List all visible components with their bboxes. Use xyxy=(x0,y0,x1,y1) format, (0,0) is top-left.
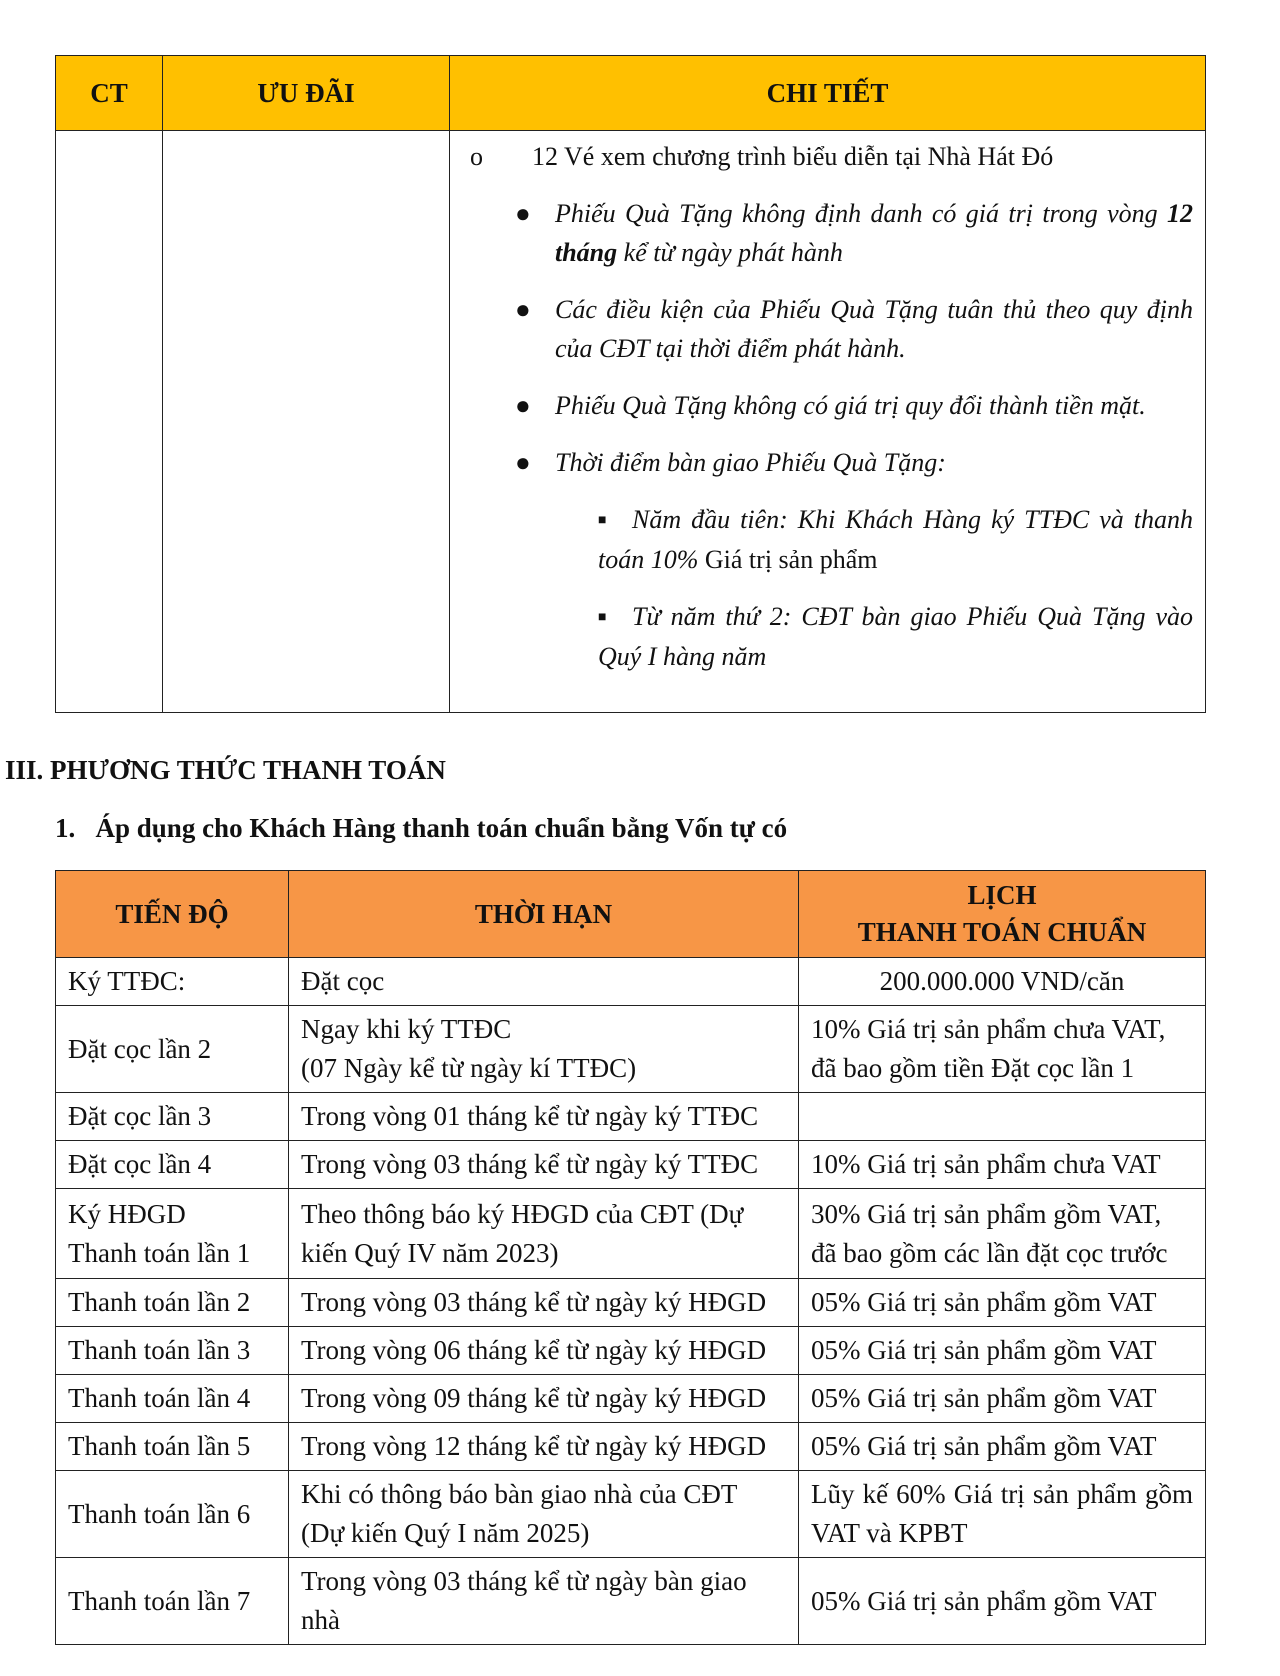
offer-row xyxy=(56,131,1206,713)
bullet-dot-icon: ● xyxy=(515,391,531,420)
schedule-cell: 05% Giá trị sản phẩm gồm VAT xyxy=(799,1279,1206,1327)
stage-cell: Thanh toán lần 3 xyxy=(56,1327,289,1375)
ct-cell xyxy=(56,131,163,713)
table-row xyxy=(56,1327,1206,1375)
header-tien-do: TIẾN ĐỘ xyxy=(56,871,289,958)
bullet-dot-icon: ● xyxy=(515,448,531,477)
table-row xyxy=(56,1558,1206,1645)
square-bullet-icon: ■ xyxy=(598,610,607,625)
term-cell: Trong vòng 12 tháng kể từ ngày ký HĐGD xyxy=(289,1423,799,1471)
uu-dai-cell xyxy=(163,131,450,713)
header-uu-dai: ƯU ĐÃI xyxy=(163,56,450,131)
bullet-conditions: ● Các điều kiện của Phiếu Quà Tặng tuân thủ theo quy định của CĐT tại thời điểm phát hành. xyxy=(515,290,1193,368)
schedule-cell: 200.000.000 VND/căn xyxy=(799,958,1206,1006)
term-cell: Đặt cọc xyxy=(289,958,799,1006)
payment-table xyxy=(55,870,1206,1645)
stage-cell: Thanh toán lần 6 xyxy=(56,1471,289,1558)
offer-table-header xyxy=(56,56,1206,131)
term-cell: Trong vòng 03 tháng kể từ ngày ký HĐGD xyxy=(289,1279,799,1327)
schedule-cell: 05% Giá trị sản phẩm gồm VAT xyxy=(799,1327,1206,1375)
table-row xyxy=(56,1279,1206,1327)
stage-cell: Đặt cọc lần 3 xyxy=(56,1093,289,1141)
table-row xyxy=(56,1141,1206,1189)
offer-table xyxy=(55,55,1206,713)
term-cell: Trong vòng 09 tháng kể từ ngày ký HĐGD xyxy=(289,1375,799,1423)
bullet-validity: ● Phiếu Quà Tặng không định danh có giá trị trong vòng 12 tháng kể từ ngày phát hành xyxy=(515,194,1193,272)
bullet-dot-icon: ● xyxy=(515,295,531,324)
validity-bold: 12 tháng xyxy=(555,199,1193,267)
table-row xyxy=(56,1006,1206,1093)
detail-item xyxy=(470,137,1193,176)
term-cell: Ngay khi ký TTĐC (07 Ngày kể từ ngày kí TTĐC) xyxy=(289,1006,799,1093)
stage-cell: Thanh toán lần 5 xyxy=(56,1423,289,1471)
header-chi-tiet: CHI TIẾT xyxy=(450,56,1206,131)
bullet-dot-icon: ● xyxy=(515,199,531,228)
schedule-cell: 10% Giá trị sản phẩm chưa VAT, đã bao gồm tiền Đặt cọc lần 1 xyxy=(799,1006,1206,1093)
circle-bullet: o xyxy=(470,142,483,171)
term-cell: Trong vòng 06 tháng kể từ ngày ký HĐGD xyxy=(289,1327,799,1375)
schedule-cell: 05% Giá trị sản phẩm gồm VAT xyxy=(799,1423,1206,1471)
schedule-cell: Lũy kế 60% Giá trị sản phẩm gồm VAT và KPBT xyxy=(799,1471,1206,1558)
header-lich-thanh-toan: LỊCH THANH TOÁN CHUẨN xyxy=(799,871,1206,958)
stage-cell: Thanh toán lần 2 xyxy=(56,1279,289,1327)
term-cell: Trong vòng 03 tháng kể từ ngày bàn giao nhà xyxy=(289,1558,799,1645)
stage-cell: Ký HĐGD Thanh toán lần 1 xyxy=(56,1189,289,1279)
payment-table-header xyxy=(56,871,1206,958)
stage-cell: Ký TTĐC: xyxy=(56,958,289,1006)
schedule-cell xyxy=(799,1093,1206,1141)
term-cell: Theo thông báo ký HĐGD của CĐT (Dự kiến Quý IV năm 2023) xyxy=(289,1189,799,1279)
schedule-cell: 30% Giá trị sản phẩm gồm VAT, đã bao gồm các lần đặt cọc trước xyxy=(799,1189,1206,1279)
table-row xyxy=(56,1375,1206,1423)
stage-cell: Thanh toán lần 7 xyxy=(56,1558,289,1645)
stage-cell: Đặt cọc lần 2 xyxy=(56,1006,289,1093)
section-title: III. PHƯƠNG THỨC THANH TOÁN xyxy=(5,755,446,785)
stage-cell: Thanh toán lần 4 xyxy=(56,1375,289,1423)
detail-item-text: 12 Vé xem chương trình biểu diễn tại Nhà Hát Đó xyxy=(532,142,1054,171)
table-row xyxy=(56,1471,1206,1558)
schedule-cell: 05% Giá trị sản phẩm gồm VAT xyxy=(799,1558,1206,1645)
detail-cell xyxy=(450,131,1206,713)
term-cell: Khi có thông báo bàn giao nhà của CĐT (Dự kiến Quý I năm 2025) xyxy=(289,1471,799,1558)
term-cell: Trong vòng 03 tháng kể từ ngày ký TTĐC xyxy=(289,1141,799,1189)
subbullet-first-year: ■ Năm đầu tiên: Khi Khách Hàng ký TTĐC và thanh toán 10% Giá trị sản phẩm xyxy=(598,500,1193,579)
schedule-cell: 10% Giá trị sản phẩm chưa VAT xyxy=(799,1141,1206,1189)
table-row xyxy=(56,1189,1206,1279)
stage-cell: Đặt cọc lần 4 xyxy=(56,1141,289,1189)
subbullet-second-year: ■ Từ năm thứ 2: CĐT bàn giao Phiếu Quà Tặng vào Quý I hàng năm xyxy=(598,597,1193,676)
section-subtitle: 1. Áp dụng cho Khách Hàng thanh toán chuẩn bằng Vốn tự có xyxy=(55,813,788,843)
term-cell: Trong vòng 01 tháng kể từ ngày ký TTĐC xyxy=(289,1093,799,1141)
header-ct: CT xyxy=(56,56,163,131)
table-row xyxy=(56,958,1206,1006)
square-bullet-icon: ■ xyxy=(598,513,607,528)
schedule-cell: 05% Giá trị sản phẩm gồm VAT xyxy=(799,1375,1206,1423)
bullet-handover: ● Thời điểm bàn giao Phiếu Quà Tặng: xyxy=(515,443,1193,482)
table-row xyxy=(56,1423,1206,1471)
bullet-no-cash: ● Phiếu Quà Tặng không có giá trị quy đổi thành tiền mặt. xyxy=(515,386,1193,425)
table-row xyxy=(56,1093,1206,1141)
header-thoi-han: THỜI HẠN xyxy=(289,871,799,958)
